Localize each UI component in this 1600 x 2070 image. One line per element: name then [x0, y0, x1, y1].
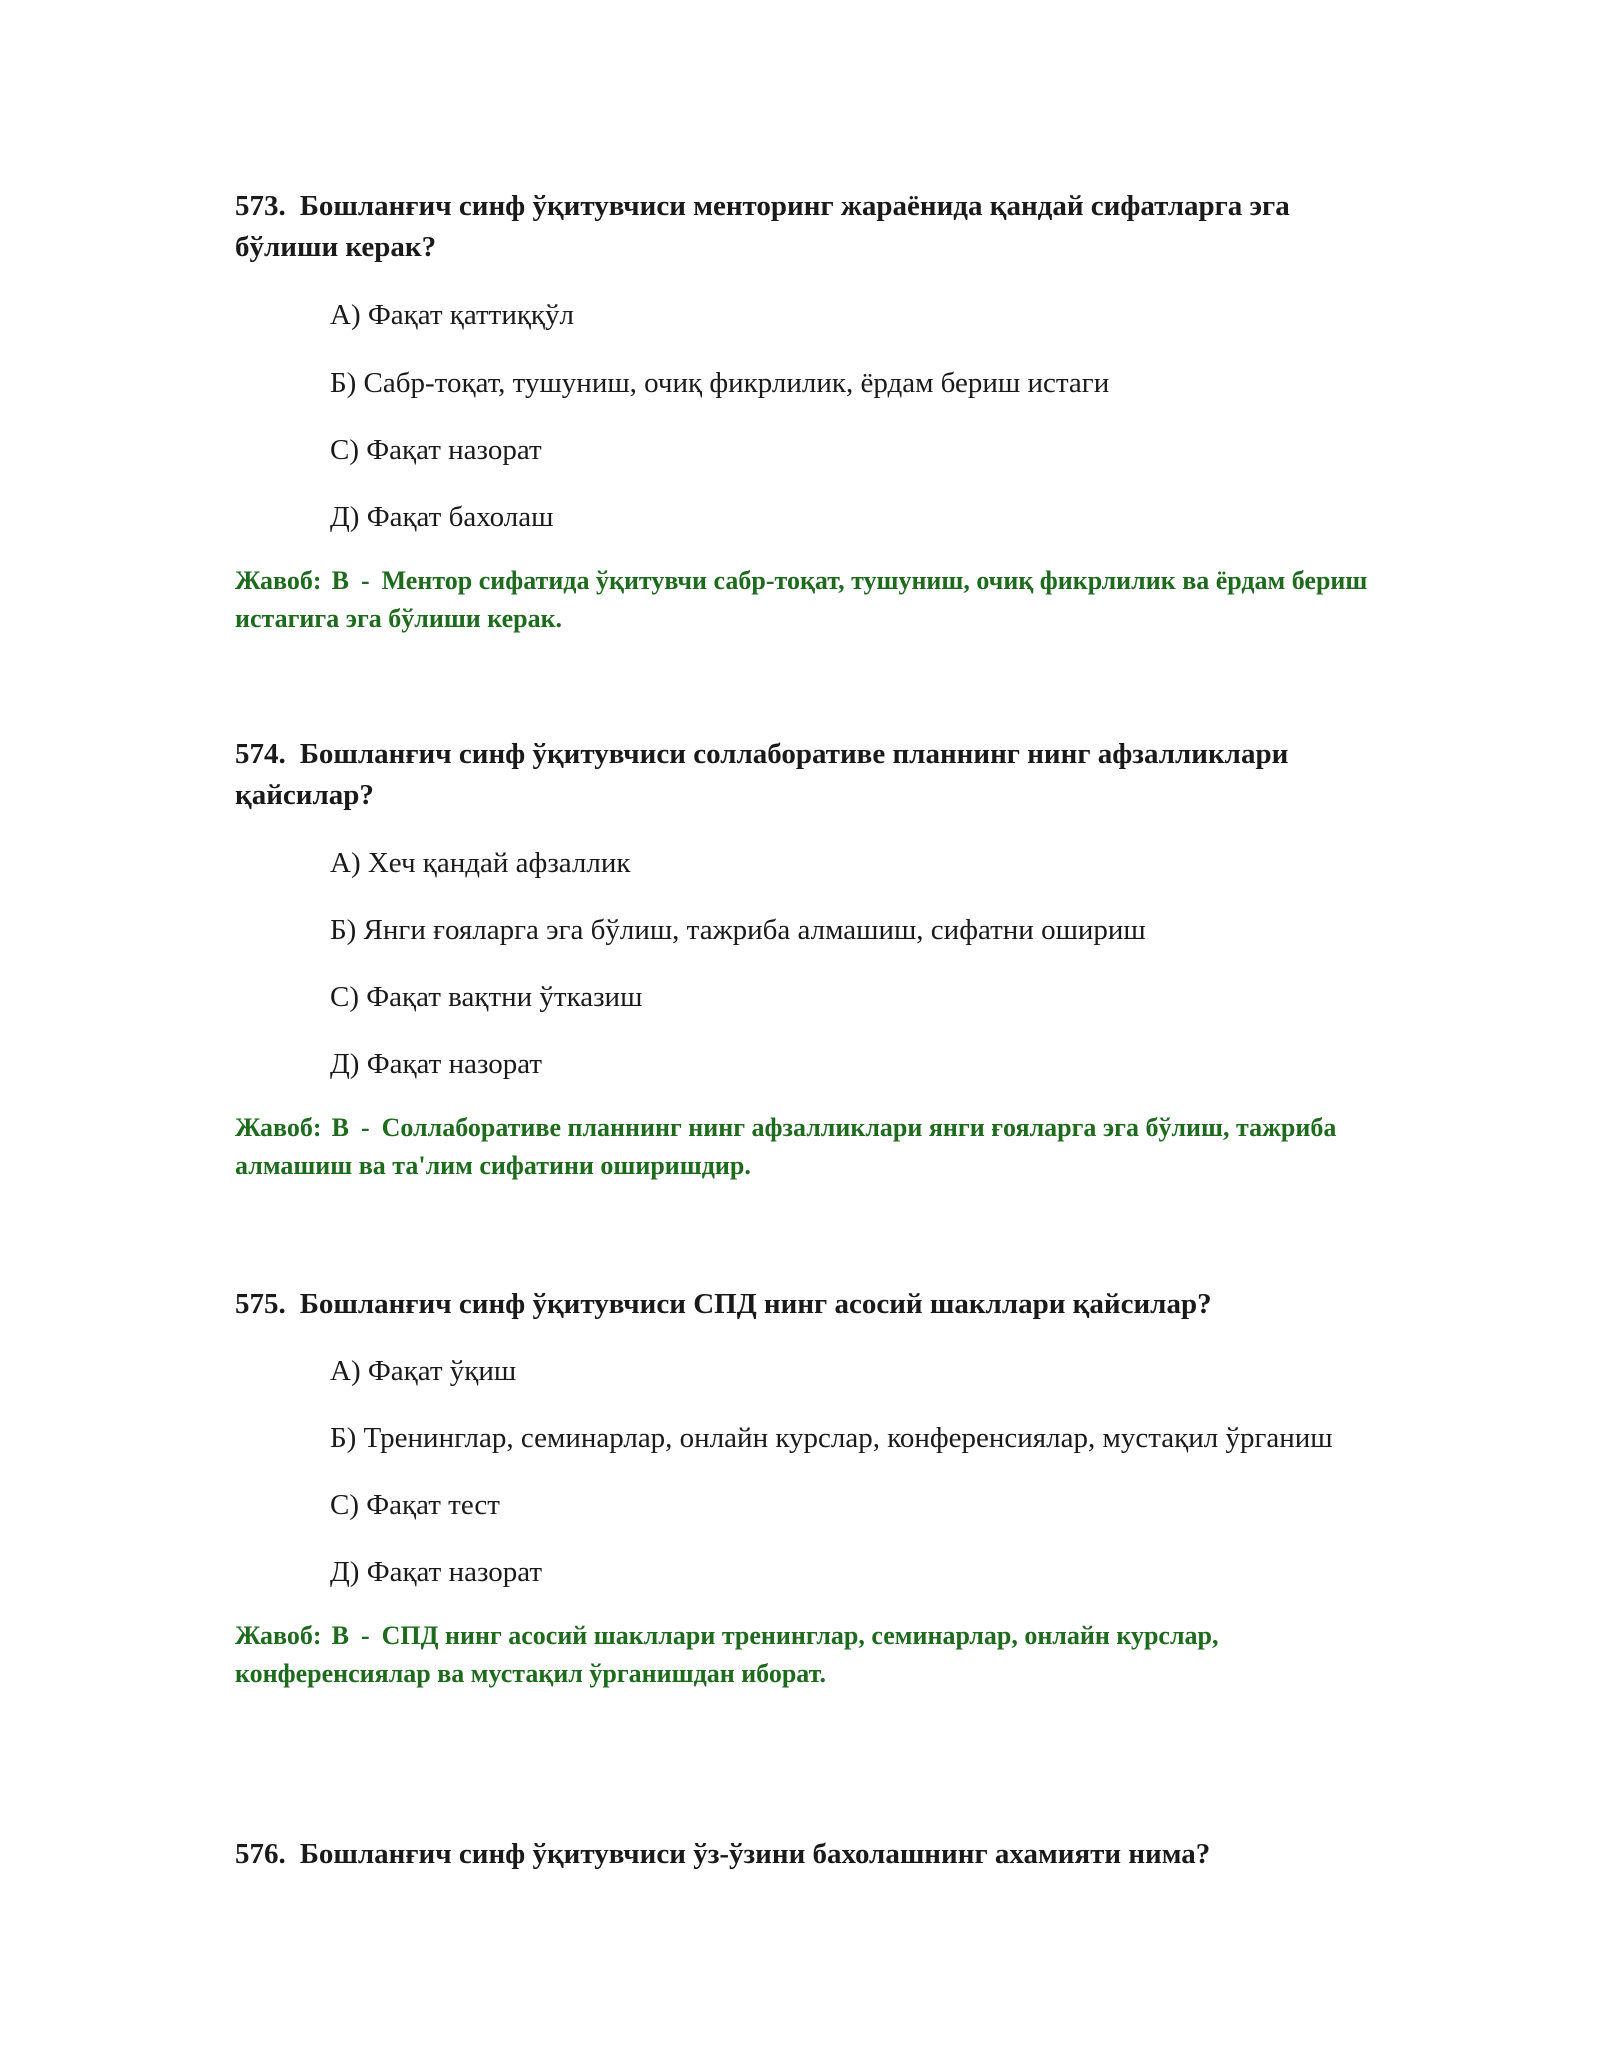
- question-title: [235, 1834, 1375, 1875]
- question-text: Бошланғич синф ўқитувчиси СПД нинг асосий шакллари қайсилар?: [299, 1288, 1212, 1320]
- question-title: [235, 1284, 1375, 1325]
- answer-label: Жавоб:: [235, 1621, 322, 1650]
- option-c: С) Фақат назорат: [330, 434, 542, 466]
- answer-label: Жавоб:: [235, 1113, 322, 1142]
- option-a: А) Хеч қандай афзаллик: [330, 847, 631, 879]
- option-b: Б) Янги ғояларга эга бўлиш, тажриба алмашиш, сифатни ошириш: [330, 914, 1146, 946]
- question-text: Бошланғич синф ўқитувчиси соллаборативе планнинг нинг афзалликлари қайсилар?: [235, 738, 1289, 811]
- question-575: [235, 1284, 1375, 1693]
- question-576: [235, 1834, 1375, 1875]
- option-d: Д) Фақат бахолаш: [330, 501, 554, 533]
- answer-text: Соллаборативе планнинг нинг афзалликлари янги ғояларга эга бўлиш, тажриба алмашиш ва та'лим сифатини оширишдир.: [235, 1113, 1337, 1180]
- answer: [235, 1109, 1375, 1185]
- question-number: 574.: [235, 738, 286, 770]
- answer-letter: B: [331, 1621, 349, 1650]
- question-number: 575.: [235, 1288, 286, 1320]
- answer-dash: -: [360, 1621, 370, 1650]
- question-title: [235, 186, 1375, 268]
- answer-letter: B: [331, 1113, 349, 1142]
- answer-text: Ментор сифатида ўқитувчи сабр-тоқат, тушуниш, очиқ фикрлилик ва ёрдам бериш истагига эга бўлиши керак.: [235, 566, 1368, 633]
- answer-dash: -: [360, 1113, 370, 1142]
- option-a: А) Фақат ўқиш: [330, 1355, 517, 1387]
- question-574: [235, 734, 1375, 1185]
- option-a: А) Фақат қаттиққўл: [330, 299, 574, 331]
- option-b: Б) Сабр-тоқат, тушуниш, очиқ фикрлилик, ёрдам бериш истаги: [330, 367, 1110, 399]
- question-text: Бошланғич синф ўқитувчиси менторинг жараёнида қандай сифатларга эга бўлиши керак?: [235, 190, 1290, 263]
- answer-letter: B: [331, 566, 349, 595]
- question-573: [235, 186, 1375, 638]
- question-number: 576.: [235, 1838, 286, 1870]
- answer: [235, 562, 1375, 638]
- answer: [235, 1617, 1375, 1693]
- option-d: Д) Фақат назорат: [330, 1048, 543, 1080]
- option-c: С) Фақат вақтни ўтказиш: [330, 981, 643, 1013]
- option-c: С) Фақат тест: [330, 1489, 500, 1521]
- question-text: Бошланғич синф ўқитувчиси ўз-ўзини бахолашнинг ахамияти нима?: [299, 1838, 1211, 1870]
- answer-label: Жавоб:: [235, 566, 322, 595]
- option-b: [235, 1418, 1380, 1459]
- answer-text: СПД нинг асосий шакллари тренинглар, семинарлар, онлайн курслар, конференсиялар ва мустақил ўрганишдан иборат.: [235, 1621, 1219, 1688]
- question-number: 573.: [235, 190, 286, 222]
- question-title: [235, 734, 1375, 816]
- option-b-text: Б) Тренинглар, семинарлар, онлайн курслар, конференсиялар, мустақил ўрганиш: [330, 1422, 1333, 1454]
- option-d: Д) Фақат назорат: [330, 1556, 543, 1588]
- answer-dash: -: [360, 566, 370, 595]
